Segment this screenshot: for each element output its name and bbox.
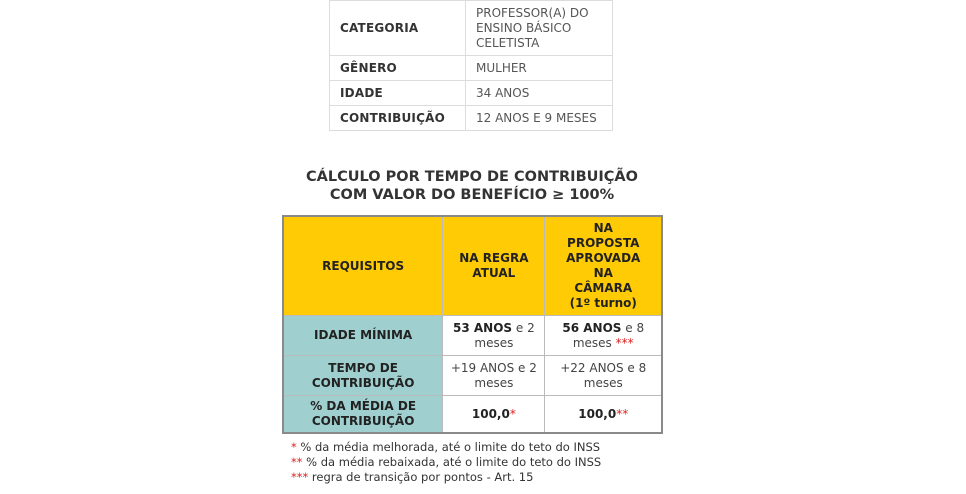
header-line: ATUAL xyxy=(472,266,516,280)
header-regra-atual xyxy=(443,216,545,316)
calc-table xyxy=(282,215,663,434)
profile-row-genero xyxy=(330,56,613,81)
row-media-contribuicao xyxy=(283,396,662,434)
profile-row-categoria xyxy=(330,1,613,56)
idade-label: IDADE xyxy=(330,81,466,106)
req-label xyxy=(283,396,443,434)
req-label-line: % DA MÉDIA DE xyxy=(310,399,417,413)
footnote-mark: * xyxy=(509,406,516,421)
footnote-text: regra de transição por pontos - Art. 15 xyxy=(308,470,534,484)
categoria-label: CATEGORIA xyxy=(330,1,466,56)
footnote xyxy=(291,440,601,455)
req-label xyxy=(283,316,443,356)
contribuicao-label: CONTRIBUIÇÃO xyxy=(330,106,466,131)
categoria-value-line: ENSINO BÁSICO xyxy=(476,20,572,35)
header-requisitos: REQUISITOS xyxy=(283,216,443,316)
header-proposta xyxy=(545,216,662,316)
header-line: APROVADA xyxy=(566,251,641,265)
calc-title-line1: CÁLCULO POR TEMPO DE CONTRIBUIÇÃO xyxy=(306,169,638,185)
value-bold: 53 ANOS xyxy=(453,320,513,335)
footnote-mark: ** xyxy=(616,406,629,421)
req-label-line: CONTRIBUIÇÃO xyxy=(311,375,415,390)
value-regra-atual xyxy=(443,316,545,356)
footnote-mark: *** xyxy=(291,470,309,484)
header-line: NA xyxy=(593,221,613,235)
header-line: (1º turno) xyxy=(569,296,637,310)
calc-header-row xyxy=(283,216,662,316)
req-label-line: CONTRIBUIÇÃO xyxy=(311,414,415,428)
value-bold: 100,0 xyxy=(471,406,510,421)
value-bold: 56 ANOS xyxy=(562,320,622,335)
footnote-text: % da média rebaixada, até o limite do teto do INSS xyxy=(302,455,602,469)
footnote xyxy=(291,470,601,485)
calc-title-line2: COM VALOR DO BENEFÍCIO ≥ 100% xyxy=(329,187,615,203)
value-proposta xyxy=(545,356,662,396)
header-line: PROPOSTA xyxy=(567,236,640,250)
genero-label: GÊNERO xyxy=(330,56,466,81)
row-tempo-contribuicao xyxy=(283,356,662,396)
profile-row-idade xyxy=(330,81,613,106)
categoria-value-line: CELETISTA xyxy=(476,35,540,50)
footnotes xyxy=(291,440,601,485)
footnote-mark: ** xyxy=(291,455,303,469)
value-rest: e 8 meses xyxy=(572,320,645,350)
idade-value: 34 ANOS xyxy=(466,81,613,106)
value-proposta xyxy=(545,396,662,434)
value-bold: 100,0 xyxy=(578,406,617,421)
footnote-mark: *** xyxy=(615,335,634,350)
footnote-text: % da média melhorada, até o limite do teto do INSS xyxy=(296,440,601,454)
categoria-value xyxy=(466,1,613,56)
value-rest: +19 ANOS e 2 meses xyxy=(450,360,537,390)
value-rest: +22 ANOS e 8 meses xyxy=(560,360,647,390)
value-proposta xyxy=(545,316,662,356)
genero-value: MULHER xyxy=(466,56,613,81)
header-line: NA xyxy=(593,266,613,280)
contribuicao-value: 12 ANOS E 9 MESES xyxy=(466,106,613,131)
value-rest: e 2 meses xyxy=(474,320,535,350)
req-label-line: IDADE MÍNIMA xyxy=(314,328,413,342)
profile-table xyxy=(329,0,613,131)
profile-row-contribuicao xyxy=(330,106,613,131)
calc-title xyxy=(262,168,682,204)
header-line: NA REGRA xyxy=(459,251,529,265)
req-label xyxy=(283,356,443,396)
value-regra-atual xyxy=(443,396,545,434)
row-idade-minima xyxy=(283,316,662,356)
footnote-mark: * xyxy=(291,440,297,454)
req-label-line: TEMPO DE xyxy=(328,360,398,375)
categoria-value-line: PROFESSOR(A) DO xyxy=(476,5,589,20)
header-line: CÂMARA xyxy=(574,281,633,295)
footnote xyxy=(291,455,601,470)
value-regra-atual xyxy=(443,356,545,396)
